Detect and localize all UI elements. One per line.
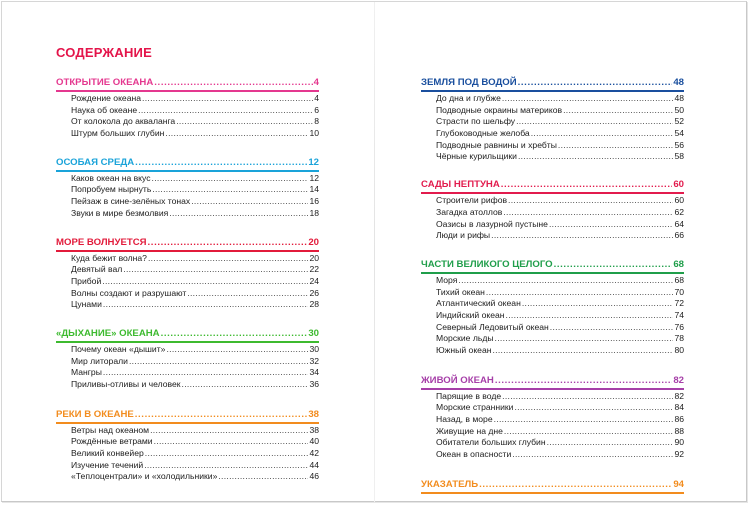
- dot-leader: [491, 230, 673, 242]
- toc-entry[interactable]: [71, 471, 319, 483]
- toc-entry[interactable]: [436, 128, 684, 140]
- entry-title: Ветры над океаном: [71, 424, 150, 435]
- entry-page-number: 28: [309, 299, 319, 310]
- toc-entry[interactable]: [436, 333, 684, 345]
- toc-entry[interactable]: [436, 310, 684, 322]
- dot-leader: [102, 276, 308, 288]
- toc-entry[interactable]: [436, 322, 684, 334]
- toc-entry[interactable]: [71, 208, 319, 220]
- toc-entry[interactable]: [71, 460, 319, 472]
- entry-page-number: 40: [309, 436, 319, 447]
- toc-entry[interactable]: [71, 276, 319, 288]
- entry-page-number: 30: [309, 343, 319, 354]
- section-heading[interactable]: [56, 236, 319, 249]
- dot-leader: [103, 299, 309, 311]
- toc-entry[interactable]: [436, 195, 684, 207]
- toc-entry[interactable]: [71, 184, 319, 196]
- section-rule: [56, 90, 319, 92]
- section-title: ЧАСТИ ВЕЛИКОГО ЦЕЛОГО: [421, 258, 553, 270]
- entry-title: Пейзаж в сине-зелёных тонах: [71, 196, 191, 207]
- toc-entry[interactable]: [71, 173, 319, 185]
- dot-leader: [495, 333, 674, 345]
- toc-entry[interactable]: [436, 437, 684, 449]
- toc-entry[interactable]: [71, 448, 319, 460]
- entry-title: Каков океан на вкус: [71, 172, 151, 183]
- section-title: РЕКИ В ОКЕАНЕ: [56, 408, 134, 420]
- entry-title: Оазисы в лазурной пустыне: [436, 218, 548, 229]
- entry-title: Рождённые ветрами: [71, 436, 153, 447]
- dot-leader: [135, 156, 307, 169]
- toc-entry[interactable]: [436, 93, 684, 105]
- section-rule: [421, 192, 684, 194]
- entry-title: Парящие в воде: [436, 390, 502, 401]
- entry-title: Наука об океане: [71, 104, 138, 115]
- section-title: ОТКРЫТИЕ ОКЕАНА: [56, 77, 154, 88]
- entry-page-number: 36: [309, 379, 319, 389]
- entry-title: Почему океан «дышит»: [71, 343, 166, 354]
- dot-leader: [503, 207, 673, 219]
- entry-page-number: 34: [309, 367, 319, 378]
- entry-title: Штурм больших глубин: [71, 128, 165, 139]
- section-title: УКАЗАТЕЛЬ: [421, 478, 479, 490]
- dot-leader: [549, 219, 673, 231]
- entry-page-number: 74: [674, 309, 684, 320]
- toc-section: [421, 258, 684, 357]
- toc-entry[interactable]: [436, 140, 684, 152]
- dot-leader: [502, 391, 673, 403]
- toc-entry[interactable]: [71, 288, 319, 300]
- entry-page-number: 12: [309, 172, 319, 183]
- section-heading[interactable]: [421, 478, 684, 491]
- toc-entry[interactable]: [71, 344, 319, 356]
- entry-title: Цунами: [71, 299, 102, 310]
- section-title: ЗЕМЛЯ ПОД ВОДОЙ: [421, 77, 517, 88]
- section-title: ОСОБАЯ СРЕДА: [56, 156, 135, 168]
- entry-page-number: 32: [309, 355, 319, 366]
- toc-section: [421, 76, 684, 163]
- entry-page-number: 70: [674, 286, 684, 297]
- section-page-number: 12: [308, 156, 319, 168]
- entry-page-number: 66: [674, 230, 684, 241]
- dot-leader: [166, 344, 308, 356]
- entry-list: [56, 425, 319, 483]
- section-heading[interactable]: [421, 178, 684, 191]
- entry-title: Обитатели больших глубин: [436, 437, 546, 448]
- toc-entry[interactable]: [71, 299, 319, 311]
- entry-title: Южный океан: [436, 345, 492, 355]
- entry-title: Изучение течений: [71, 459, 144, 470]
- section-page-number: 20: [308, 236, 319, 248]
- entry-page-number: 62: [674, 206, 684, 217]
- dot-leader: [148, 253, 308, 265]
- dot-leader: [103, 367, 309, 379]
- entry-title: Звуки в мире безмолвия: [71, 207, 169, 218]
- toc-section: [56, 236, 319, 311]
- entry-title: Великий конвейер: [71, 448, 144, 459]
- dot-leader: [554, 258, 673, 271]
- dot-leader: [148, 236, 308, 249]
- entry-title: Индийский океан: [436, 309, 505, 320]
- dot-leader: [150, 425, 308, 437]
- section-heading[interactable]: [421, 374, 684, 387]
- entry-page-number: 10: [309, 128, 319, 139]
- section-rule: [421, 388, 684, 390]
- section-heading[interactable]: [56, 156, 319, 169]
- section-rule: [421, 492, 684, 494]
- entry-page-number: 44: [309, 459, 319, 470]
- toc-entry[interactable]: [436, 402, 684, 414]
- entry-page-number: 6: [314, 104, 319, 115]
- dot-leader: [531, 128, 674, 140]
- dot-leader: [508, 195, 673, 207]
- section-heading[interactable]: [421, 76, 684, 89]
- toc-entry[interactable]: [436, 219, 684, 231]
- dot-leader: [182, 379, 309, 391]
- dot-leader: [154, 436, 309, 448]
- dot-leader: [458, 275, 673, 287]
- entry-title: Волны создают и разрушают: [71, 287, 187, 298]
- entry-list: [421, 195, 684, 242]
- section-heading[interactable]: [56, 76, 319, 89]
- section-heading[interactable]: [421, 258, 684, 271]
- dot-leader: [218, 471, 308, 483]
- section-heading[interactable]: [56, 327, 319, 340]
- entry-title: Подводные окраины материков: [436, 104, 563, 115]
- section-title: «ДЫХАНИЕ» ОКЕАНА: [56, 327, 160, 339]
- entry-list: [56, 253, 319, 311]
- entry-title: «Теплоцентрали» и «холодильники»: [71, 471, 218, 482]
- toc-entry[interactable]: [436, 426, 684, 438]
- entry-page-number: 78: [674, 333, 684, 344]
- toc-entry[interactable]: [71, 436, 319, 448]
- entry-page-number: 26: [309, 287, 319, 298]
- entry-title: Морские странники: [436, 402, 514, 413]
- toc-entry[interactable]: [436, 116, 684, 128]
- dot-leader: [547, 437, 674, 449]
- dot-leader: [486, 287, 674, 299]
- dot-leader: [135, 408, 308, 421]
- entry-page-number: 60: [674, 195, 684, 206]
- dot-leader: [161, 327, 308, 340]
- dot-leader: [154, 76, 312, 89]
- toc-section: [56, 408, 319, 483]
- section-rule: [56, 250, 319, 252]
- dot-leader: [522, 298, 674, 310]
- dot-leader: [494, 414, 674, 426]
- entry-page-number: 68: [674, 274, 684, 285]
- section-rule: [421, 272, 684, 274]
- toc-section: [421, 374, 684, 461]
- toc-entry[interactable]: [71, 367, 319, 379]
- entry-title: Загадка атоллов: [436, 206, 503, 217]
- entry-title: Северный Ледовитый океан: [436, 321, 549, 332]
- dot-leader: [558, 140, 674, 152]
- dot-leader: [152, 184, 308, 196]
- entry-title: Чёрные курильщики: [436, 151, 517, 162]
- entry-title: Попробуем нырнуть: [71, 184, 152, 195]
- section-rule: [421, 90, 684, 92]
- entry-page-number: 46: [309, 471, 319, 482]
- entry-page-number: 52: [674, 116, 684, 127]
- page-title: СОДЕРЖАНИЕ: [56, 45, 152, 60]
- dot-leader: [152, 173, 309, 185]
- entry-title: Моря: [436, 274, 458, 285]
- entry-page-number: 86: [674, 414, 684, 425]
- entry-list: [421, 93, 684, 163]
- entry-title: Глубоководные желоба: [436, 128, 530, 139]
- entry-title: Живущие на дне: [436, 425, 503, 436]
- section-page-number: 48: [673, 77, 684, 88]
- dot-leader: [145, 448, 309, 460]
- toc-entry[interactable]: [436, 105, 684, 117]
- entry-page-number: 20: [309, 252, 319, 263]
- entry-page-number: 80: [674, 345, 684, 355]
- toc-entry[interactable]: [436, 275, 684, 287]
- entry-title: Строители рифов: [436, 195, 508, 206]
- entry-list: [56, 93, 319, 140]
- toc-entry[interactable]: [71, 253, 319, 265]
- entry-title: Мангры: [71, 367, 102, 378]
- toc-entry[interactable]: [436, 345, 684, 357]
- entry-title: Куда бежит волна?: [71, 252, 147, 263]
- section-title: ЖИВОЙ ОКЕАН: [421, 374, 494, 386]
- entry-title: От колокола до акваланга: [71, 116, 176, 127]
- entry-title: Атлантический океан: [436, 298, 521, 309]
- entry-page-number: 22: [309, 264, 319, 275]
- entry-page-number: 90: [674, 437, 684, 448]
- entry-title: Морские льды: [436, 333, 494, 344]
- toc-entry[interactable]: [71, 356, 319, 368]
- entry-page-number: 24: [309, 275, 319, 286]
- book-gutter: [374, 2, 375, 502]
- toc-entry[interactable]: [436, 449, 684, 461]
- toc-entry[interactable]: [436, 391, 684, 403]
- section-page-number: 38: [308, 408, 319, 420]
- toc-entry[interactable]: [436, 151, 684, 163]
- section-page-number: 68: [673, 258, 684, 270]
- section-title: МОРЕ ВОЛНУЕТСЯ: [56, 236, 147, 248]
- toc-left-column: [56, 76, 319, 483]
- section-page-number: 82: [673, 374, 684, 386]
- entry-page-number: 64: [674, 218, 684, 229]
- entry-page-number: 56: [674, 139, 684, 150]
- dot-leader: [129, 356, 309, 368]
- toc-section: [56, 156, 319, 220]
- entry-title: Тихий океан: [436, 286, 485, 297]
- toc-right-column: [421, 76, 684, 495]
- dot-leader: [165, 128, 308, 140]
- entry-list: [56, 344, 319, 391]
- entry-page-number: 42: [309, 448, 319, 459]
- dot-leader: [518, 76, 673, 89]
- dot-leader: [123, 264, 308, 276]
- entry-page-number: 14: [309, 184, 319, 195]
- dot-leader: [142, 93, 313, 105]
- dot-leader: [479, 478, 672, 491]
- dot-leader: [516, 116, 673, 128]
- entry-title: Назад, в море: [436, 414, 493, 425]
- section-page-number: 4: [313, 77, 319, 88]
- section-heading[interactable]: [56, 408, 319, 421]
- entry-page-number: 38: [309, 424, 319, 435]
- dot-leader: [501, 178, 673, 191]
- section-rule: [56, 170, 319, 172]
- dot-leader: [138, 105, 313, 117]
- dot-leader: [191, 196, 308, 208]
- dot-leader: [502, 93, 674, 105]
- toc-entry[interactable]: [71, 116, 319, 128]
- section-rule: [56, 422, 319, 424]
- entry-title: До дна и глубже: [436, 93, 501, 103]
- entry-title: Прибой: [71, 275, 102, 286]
- entry-title: Мир литорали: [71, 355, 128, 366]
- toc-entry[interactable]: [436, 414, 684, 426]
- toc-section: [56, 76, 319, 140]
- dot-leader: [512, 449, 673, 461]
- toc-entry[interactable]: [71, 128, 319, 140]
- dot-leader: [550, 322, 674, 334]
- entry-page-number: 54: [674, 128, 684, 139]
- entry-page-number: 4: [314, 93, 319, 103]
- entry-title: Девятый вал: [71, 264, 123, 275]
- toc-entry[interactable]: [71, 93, 319, 105]
- dot-leader: [504, 426, 674, 438]
- entry-list: [421, 391, 684, 461]
- entry-page-number: 82: [674, 390, 684, 401]
- entry-title: Люди и рифы: [436, 230, 491, 241]
- entry-page-number: 76: [674, 321, 684, 332]
- toc-section: [421, 478, 684, 494]
- toc-section: [421, 178, 684, 242]
- dot-leader: [506, 310, 674, 322]
- entry-page-number: 8: [314, 116, 319, 127]
- entry-title: Страсти по шельфу: [436, 116, 516, 127]
- section-page-number: 60: [673, 179, 684, 191]
- section-title: САДЫ НЕПТУНА: [421, 179, 500, 191]
- toc-entry[interactable]: [71, 264, 319, 276]
- toc-entry[interactable]: [71, 196, 319, 208]
- entry-page-number: 16: [309, 196, 319, 207]
- dot-leader: [495, 374, 672, 387]
- entry-page-number: 50: [674, 104, 684, 115]
- entry-list: [56, 173, 319, 220]
- dot-leader: [514, 402, 673, 414]
- toc-entry[interactable]: [436, 207, 684, 219]
- toc-entry[interactable]: [436, 298, 684, 310]
- entry-page-number: 18: [309, 207, 319, 218]
- entry-title: Подводные равнины и хребты: [436, 139, 557, 150]
- dot-leader: [169, 208, 308, 220]
- toc-section: [56, 327, 319, 391]
- toc-entry[interactable]: [436, 230, 684, 242]
- toc-entry[interactable]: [436, 287, 684, 299]
- entry-page-number: 92: [674, 449, 684, 460]
- entry-page-number: 58: [674, 151, 684, 162]
- dot-leader: [176, 116, 313, 128]
- dot-leader: [563, 105, 673, 117]
- toc-entry[interactable]: [71, 105, 319, 117]
- entry-page-number: 88: [674, 425, 684, 436]
- entry-page-number: 84: [674, 402, 684, 413]
- entry-title: Океан в опасности: [436, 449, 512, 460]
- section-page-number: 94: [673, 478, 684, 490]
- entry-title: Приливы-отливы и человек: [71, 379, 181, 389]
- entry-page-number: 48: [674, 93, 684, 103]
- section-page-number: 30: [308, 327, 319, 339]
- dot-leader: [492, 345, 673, 357]
- dot-leader: [144, 460, 308, 472]
- entry-list: [421, 275, 684, 357]
- toc-entry[interactable]: [71, 425, 319, 437]
- dot-leader: [187, 288, 308, 300]
- entry-page-number: 72: [674, 298, 684, 309]
- entry-title: Рождение океана: [71, 93, 142, 103]
- toc-entry[interactable]: [71, 379, 319, 391]
- section-rule: [56, 341, 319, 343]
- dot-leader: [518, 151, 674, 163]
